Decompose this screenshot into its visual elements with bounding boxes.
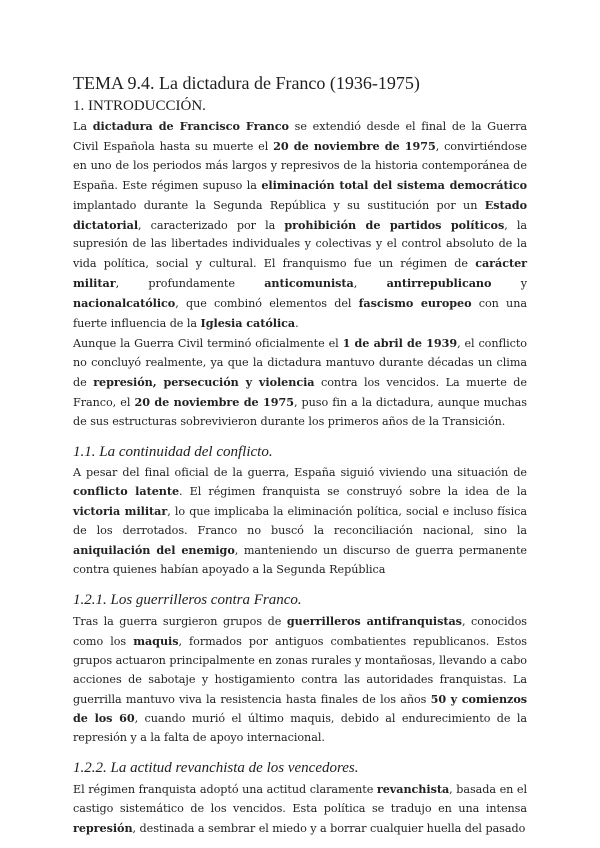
text-run: Tras la guerra surgieron grupos de bbox=[73, 614, 287, 628]
text-run: contra los vencidos. La muerte de Franco, el bbox=[73, 375, 527, 409]
paragraph bbox=[73, 464, 527, 580]
bold-text: 20 de noviembre de 1975 bbox=[273, 138, 436, 153]
bold-text: aniquilación del enemigo bbox=[73, 543, 235, 558]
text-run: con una fuerte influencia de la bbox=[73, 297, 527, 331]
text-run: , formados por antiguos combatientes republicanos. Estos grupos actuaron principalmente en zonas rurales y montañosas, llevando a cabo acciones de sabotaje y hostigamiento contra las autoridades franquistas. La guerrilla mantuvo viva la resistencia hasta finales de los años bbox=[73, 634, 528, 706]
paragraph bbox=[73, 780, 527, 839]
bold-text: antirrepublicano bbox=[386, 276, 492, 291]
document-page bbox=[73, 72, 527, 839]
text-run: El régimen franquista adoptó una actitud claramente bbox=[73, 783, 377, 797]
bold-text: fascismo europeo bbox=[358, 296, 472, 311]
bold-text: represión, persecución y violencia bbox=[93, 374, 315, 389]
text-run: , manteniendo un discurso de guerra permanente contra quienes habían apoyado a la Segunda República bbox=[73, 544, 527, 577]
text-run: implantado durante la Segunda República y su sustitución por un bbox=[73, 198, 485, 212]
text-run: y bbox=[491, 277, 527, 291]
text-run: , el conflicto no concluyó realmente, ya que la dictadura mantuvo durante décadas un clima de bbox=[73, 336, 527, 389]
bold-text: Estado dictatorial bbox=[73, 197, 527, 232]
bold-text: Iglesia católica bbox=[200, 316, 296, 331]
text-run: , caracterizado por la bbox=[138, 218, 285, 232]
bold-text: prohibición de partidos políticos bbox=[284, 217, 505, 232]
text-run: Aunque la Guerra Civil terminó oficialmente el bbox=[73, 336, 343, 350]
bold-text: anticomunista bbox=[264, 276, 354, 291]
text-run: , que combinó elementos del bbox=[175, 297, 359, 311]
text-run: , basada en el castigo sistemático de los vencidos. Esta política se tradujo en una intensa bbox=[73, 783, 527, 816]
bold-text: 1 de abril de 1939 bbox=[342, 335, 458, 350]
text-run: , bbox=[353, 277, 387, 291]
bold-text: revanchista bbox=[376, 782, 450, 797]
text-run: se extendió desde el final de la Guerra Civil Española hasta su muerte el bbox=[73, 120, 528, 153]
paragraph bbox=[73, 612, 527, 748]
paragraph bbox=[73, 117, 527, 334]
text-run: , destinada a sembrar el miedo y a borrar cualquier huella del pasado bbox=[132, 822, 526, 836]
bold-text: nacionalcatólico bbox=[73, 296, 176, 311]
text-run: La bbox=[73, 120, 93, 133]
bold-text: maquis bbox=[133, 633, 179, 648]
text-run: A pesar del final oficial de la guerra, España siguió viviendo una situación de bbox=[73, 465, 527, 479]
paragraph bbox=[73, 334, 527, 432]
bold-text: 50 y comienzos de los 60 bbox=[73, 691, 527, 726]
text-run: , profundamente bbox=[115, 277, 265, 291]
bold-text: eliminación total del sistema democrático bbox=[261, 177, 527, 192]
text-run: . El régimen franquista se construyó sobre la idea de la bbox=[179, 485, 527, 499]
bold-text: guerrilleros antifranquistas bbox=[286, 613, 462, 628]
bold-text: represión bbox=[73, 821, 133, 836]
section-heading-introduccion: 1. INTRODUCCIÓN. bbox=[73, 98, 206, 114]
section-heading-continuidad: 1.1. La continuidad del conflicto. bbox=[73, 443, 273, 460]
text-run: , conocidos como los bbox=[73, 614, 527, 648]
text-run: , cuando murió el último maquis, debido al endurecimiento de la represión y a la falta de apoyo internacional. bbox=[73, 712, 527, 745]
bold-text: 20 de noviembre de 1975 bbox=[134, 394, 294, 409]
text-run: , puso fin a la dictadura, aunque muchas de sus estructuras sobrevivieron durante los primeros años de la Transición. bbox=[73, 395, 527, 428]
section-heading-revanchista: 1.2.2. La actitud revanchista de los vencedores. bbox=[73, 760, 359, 777]
bold-text: conflicto latente bbox=[73, 484, 180, 499]
document-title: TEMA 9.4. La dictadura de Franco (1936-1975) bbox=[73, 73, 420, 93]
text-run: , la supresión de las libertades individuales y colectivas y el control absoluto de la vida política, social y cultural. El franquismo fue un régimen de bbox=[73, 218, 527, 271]
section-heading-guerrilleros: 1.2.1. Los guerrilleros contra Franco. bbox=[73, 591, 302, 608]
text-run: , lo que implicaba la eliminación política, social e incluso física de los derrotados. Franco no buscó la reconciliación nacional, sino la bbox=[73, 505, 527, 538]
bold-text: victoria militar bbox=[73, 504, 168, 519]
bold-text: dictadura de Francisco Franco bbox=[92, 119, 289, 133]
text-run: , convirtiéndose en uno de los periodos más largos y represivos de la historia contemporánea de España. Este régimen supuso la bbox=[73, 139, 527, 192]
bold-text: carácter militar bbox=[73, 256, 527, 291]
text-run: . bbox=[295, 317, 299, 331]
